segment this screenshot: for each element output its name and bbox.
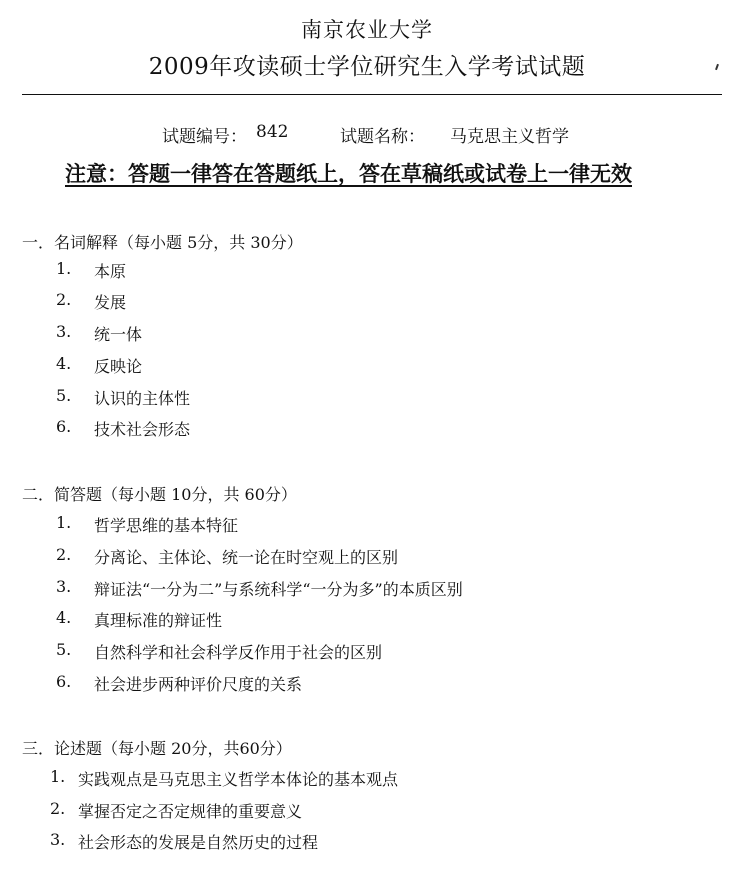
exam-title: 2009年攻读硕士学位研究生入学考试试题 (148, 54, 586, 80)
question-text: 统一体 (94, 325, 143, 344)
question-text: 自然科学和社会科学反作用于社会的区别 (94, 643, 383, 662)
question-text: 本原 (94, 262, 127, 281)
question-number: 6. (56, 672, 72, 691)
question-text: 真理标准的辩证性 (94, 611, 223, 630)
exam-code-value: 842 (256, 122, 289, 142)
exam-name-label: 试题名称： (340, 127, 425, 147)
question-number: 2. (50, 799, 66, 818)
question-text: 反映论 (94, 357, 143, 376)
header-divider (22, 94, 722, 95)
question-number: 3. (56, 577, 72, 596)
question-number: 1. (56, 259, 72, 278)
question-text: 辩证法“一分为二”与系统科学“一分为多”的本质区别 (94, 580, 463, 599)
question-text: 发展 (94, 293, 127, 312)
question-number: 3. (56, 322, 72, 341)
question-text: 社会进步两种评价尺度的关系 (94, 675, 303, 694)
university-name: 南京农业大学 (301, 18, 433, 42)
question-text: 认识的主体性 (94, 389, 191, 408)
question-text: 哲学思维的基本特征 (94, 516, 239, 535)
question-number: 1. (50, 767, 66, 786)
section-heading-3: 三．论述题（每小题 20分，共60分） (22, 739, 292, 758)
question-number: 2. (56, 290, 72, 309)
question-number: 6. (56, 417, 72, 436)
section-heading-1: 一．名词解释（每小题 5分，共 30分） (22, 233, 303, 252)
question-number: 2. (56, 545, 72, 564)
question-text: 技术社会形态 (94, 420, 191, 439)
question-number: 3. (50, 830, 66, 849)
question-text: 社会形态的发展是自然历史的过程 (78, 833, 319, 852)
question-number: 4. (56, 608, 72, 627)
question-number: 5. (56, 640, 72, 659)
question-number: 5. (56, 386, 72, 405)
section-heading-2: 二．简答题（每小题 10分，共 60分） (22, 485, 297, 504)
exam-name-value: 马克思主义哲学 (450, 127, 569, 147)
question-text: 实践观点是马克思主义哲学本体论的基本观点 (78, 770, 399, 789)
question-number: 1. (56, 513, 72, 532)
question-text: 掌握否定之否定规律的重要意义 (78, 802, 303, 821)
answer-notice: 注意：答题一律答在答题纸上，答在草稿纸或试卷上一律无效 (65, 162, 632, 186)
question-number: 4. (56, 354, 72, 373)
question-text: 分离论、主体论、统一论在时空观上的区别 (94, 548, 399, 567)
exam-code-label: 试题编号： (162, 127, 247, 147)
